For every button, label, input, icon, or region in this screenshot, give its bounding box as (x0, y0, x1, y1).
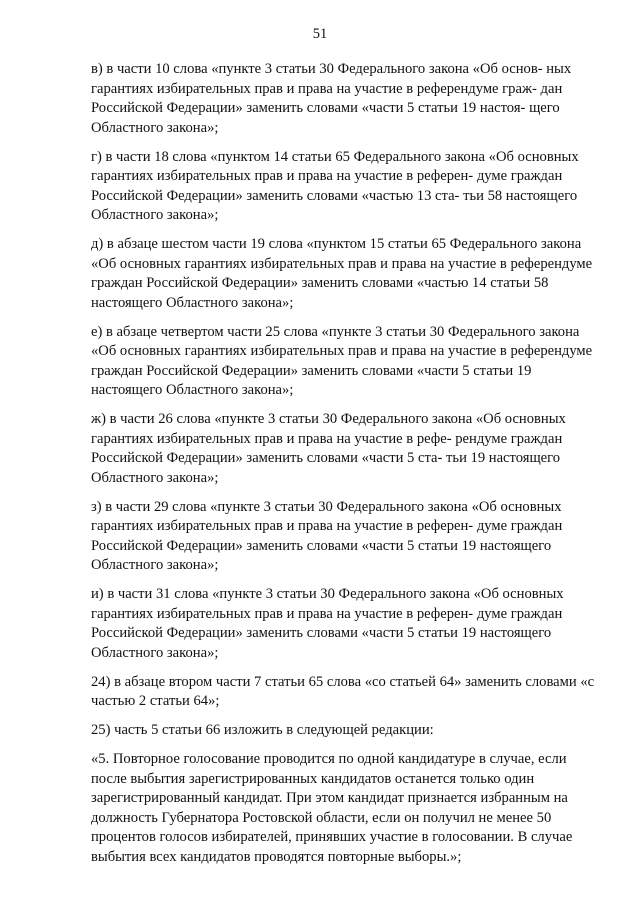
paragraph-zh (91, 410, 596, 488)
paragraph-d (91, 235, 596, 313)
text-line: думе граждан Российской Федерации» заменить словами «части 5 статьи 19 (91, 605, 563, 641)
text-line: думе граждан Российской Федерации» заменить словами «частью 13 ста- (91, 168, 563, 204)
text-line: г) в части 18 слова «пунктом 14 статьи 65 Федерального закона (91, 148, 486, 165)
text-line: настоящего Областного закона»; (91, 625, 552, 661)
text-line: если после выбытия зарегистрированных кандидатов останется только один (91, 751, 567, 787)
text-line: референдуме граждан Российской Федерации» заменить словами «частью 14 (91, 255, 593, 291)
text-line: закона «Об основных гарантиях избирательных прав и права на участие в (91, 323, 580, 359)
text-line: «Об основных гарантиях избирательных прав и права на участие в рефе- (91, 411, 566, 447)
text-line: 50 процентов голосов избирателей, принявших участие в голосовании. (91, 809, 552, 845)
text-line: словами «с частью 2 статьи 64»; (91, 673, 595, 709)
text-line: статьи 58 настоящего Областного закона»; (91, 275, 549, 311)
text-line: референдуме граждан Российской Федерации» заменить словами «части 5 (91, 343, 593, 379)
text-line: щего Областного закона»; (91, 100, 560, 136)
text-line: д) в абзаце шестом части 19 слова «пунктом 15 статьи 65 Федерального (91, 236, 538, 252)
text-line: и) в части 31 слова «пункте 3 статьи 30 Федерального закона (91, 586, 470, 602)
paragraph-z (91, 498, 596, 576)
paragraph-v (91, 60, 596, 138)
text-line: зарегистрированный кандидат. При этом кандидат признается избранным на (91, 790, 568, 806)
text-line: тьи 58 настоящего Областного закона»; (91, 187, 578, 223)
text-line: закона «Об основных гарантиях избирательных прав и права на участие в (91, 236, 582, 272)
text-line: настоящего Областного закона»; (91, 537, 552, 573)
text-line: «5. Повторное голосование проводится по одной кандидатуре в случае, (91, 751, 535, 767)
paragraph-25 (91, 721, 596, 741)
paragraph-quote-5 (91, 750, 596, 867)
text-line: «Об основных гарантиях избирательных прав и права на участие в референ- (91, 148, 579, 184)
text-line: рендуме граждан Российской Федерации» заменить словами «части 5 ста- (91, 430, 563, 466)
document-body (91, 60, 596, 877)
text-line: «Об основных гарантиях избирательных прав и права на участие в референ- (91, 498, 562, 534)
text-line: з) в части 29 слова «пункте 3 статьи 30 Федерального закона (91, 498, 468, 515)
text-line: ж) в части 26 слова «пункте 3 статьи 30 Федерального закона (91, 411, 473, 427)
page-number: 51 (312, 26, 328, 42)
text-line: думе граждан Российской Федерации» заменить словами «части 5 статьи 19 (91, 518, 563, 554)
text-line: ных гарантиях избирательных прав и права на участие в референдуме граж- (91, 61, 572, 97)
paragraph-24 (91, 673, 596, 712)
text-line: е) в абзаце четвертом части 25 слова «пункте 3 статьи 30 Федерального (91, 323, 536, 340)
text-line: дан Российской Федерации» заменить словами «части 5 статьи 19 настоя- (91, 80, 563, 116)
text-line: В случае выбытия всех кандидатов проводятся повторные выборы.»; (91, 829, 573, 865)
text-line: «Об основных гарантиях избирательных прав и права на участие в референ- (91, 586, 564, 622)
text-line: 25) часть 5 статьи 66 изложить в следующей редакции: (91, 722, 434, 738)
paragraph-g (91, 148, 596, 226)
text-line: статьи 19 настоящего Областного закона»; (91, 362, 532, 398)
paragraph-i (91, 585, 596, 663)
text-line: должность Губернатора Ростовской области, если он получил не менее (91, 809, 533, 826)
text-line: тьи 19 настоящего Областного закона»; (91, 450, 561, 486)
text-line: 24) в абзаце втором части 7 статьи 65 слова «со статьей 64» заменить (91, 673, 522, 690)
paragraph-e (91, 323, 596, 401)
text-line: в) в части 10 слова «пункте 3 статьи 30 Федерального закона «Об основ- (91, 61, 543, 77)
